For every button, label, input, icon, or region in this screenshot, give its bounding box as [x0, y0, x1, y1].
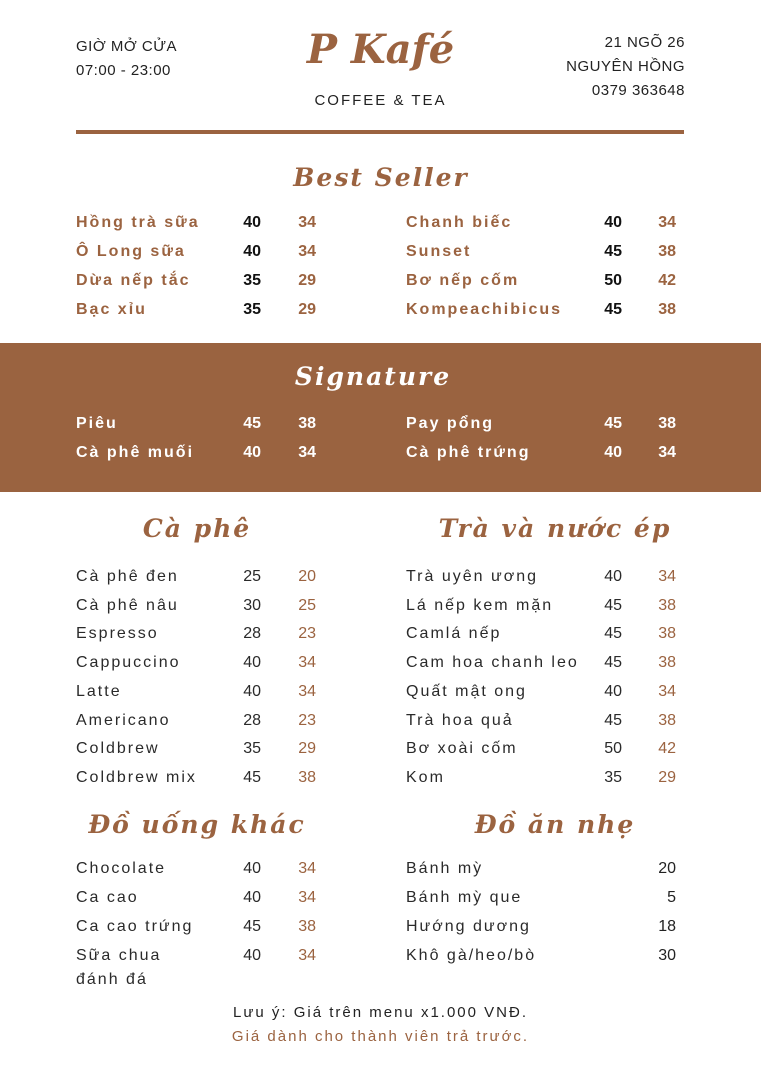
item-price: 40: [243, 444, 261, 461]
item-name: Cà phê muối: [76, 444, 195, 461]
item-price: 35: [243, 272, 261, 289]
item-price: 45: [604, 596, 622, 614]
signature-title: Signature: [294, 362, 452, 391]
item-name: Americano: [76, 711, 171, 729]
item-price: 45: [604, 625, 622, 643]
item-name: Hồng trà sữa: [76, 214, 200, 231]
item-price: 30: [243, 596, 261, 614]
phone: 0379 363648: [591, 82, 685, 99]
item-price: 45: [604, 301, 622, 318]
member-price: 29: [658, 768, 676, 786]
item-name: Cà phê đen: [76, 568, 179, 585]
member-price: 18: [658, 918, 676, 935]
item-name: Dừa nếp tắc: [76, 272, 191, 289]
member-price: 34: [298, 947, 316, 964]
item-name: Cappuccino: [76, 654, 181, 672]
item-price: 45: [243, 415, 261, 432]
header-divider: [76, 130, 684, 134]
member-price: 34: [298, 243, 316, 260]
item-name: Kompeachibicus: [406, 301, 563, 318]
item-name: Latte: [76, 682, 122, 700]
member-price: 38: [298, 768, 316, 786]
item-name: Kom: [406, 768, 445, 786]
footer-member-note: Giá dành cho thành viên trả trước.: [231, 1028, 530, 1045]
member-price: 20: [298, 568, 316, 585]
item-name: Khô gà/heo/bò: [406, 947, 537, 964]
item-name: Trà uyên ương: [406, 568, 538, 585]
item-price: 40: [604, 568, 622, 585]
member-price: 23: [298, 711, 316, 729]
item-name: Coldbrew: [76, 740, 160, 758]
member-price: 5: [667, 889, 676, 906]
item-name: Sữa chua: [76, 947, 162, 964]
hours-value: 07:00 - 23:00: [76, 62, 171, 79]
item-price: 40: [243, 654, 261, 672]
member-price: 34: [658, 444, 676, 461]
contact-info: [566, 31, 685, 103]
member-price: 38: [658, 415, 676, 432]
item-price: 40: [243, 947, 261, 964]
item-price: 45: [604, 243, 622, 260]
item-name: Cà phê nâu: [76, 596, 179, 614]
member-price: 42: [658, 272, 676, 289]
member-price: 38: [658, 243, 676, 260]
item-price: 25: [243, 568, 261, 585]
coffee-title: Cà phê: [142, 514, 252, 543]
member-price: 42: [658, 740, 676, 758]
item-price: 28: [243, 625, 261, 643]
item-price: 45: [243, 918, 261, 935]
member-price: 34: [658, 682, 676, 700]
member-price: 34: [658, 568, 676, 585]
item-name: Bánh mỳ que: [406, 889, 523, 906]
item-price: 40: [243, 860, 261, 877]
item-price: 40: [243, 243, 261, 260]
hours-label: GIỜ MỞ CỬA: [76, 38, 178, 55]
item-name: Quất mật ong: [406, 682, 527, 700]
item-name: đánh đá: [76, 971, 148, 988]
member-price: 34: [298, 654, 316, 672]
member-price: 38: [658, 301, 676, 318]
item-price: 45: [604, 711, 622, 729]
item-name: Pay pổng: [406, 415, 495, 432]
item-name: Trà hoa quả: [406, 711, 514, 729]
item-name: Ô Long sữa: [76, 243, 186, 260]
item-price: 35: [243, 740, 261, 758]
item-name: Chanh biếc: [406, 214, 513, 231]
item-name: Ca cao: [76, 889, 139, 906]
member-price: 29: [298, 272, 316, 289]
item-name: Ca cao trứng: [76, 918, 194, 935]
member-price: 34: [298, 860, 316, 877]
tagline: COFFEE & TEA: [314, 92, 447, 109]
item-price: 40: [243, 214, 261, 231]
member-price: 38: [658, 654, 676, 672]
item-name: Cà phê trứng: [406, 444, 531, 461]
member-price: 20: [658, 860, 676, 877]
item-name: Camlá nếp: [406, 625, 502, 643]
item-name: Piêu: [76, 415, 118, 432]
item-price: 40: [243, 682, 261, 700]
snacks-title: Đồ ăn nhẹ: [474, 810, 636, 839]
address-line-2: NGUYÊN HỒNG: [566, 58, 685, 75]
item-price: 50: [604, 740, 622, 758]
item-name: Bạc xỉu: [76, 301, 147, 318]
member-price: 38: [658, 711, 676, 729]
member-price: 38: [298, 415, 316, 432]
item-name: Coldbrew mix: [76, 768, 197, 786]
member-price: 38: [658, 596, 676, 614]
member-price: 38: [298, 918, 316, 935]
item-price: 35: [604, 768, 622, 786]
item-name: Chocolate: [76, 860, 167, 877]
best-seller-title: Best Seller: [293, 163, 469, 192]
item-name: Espresso: [76, 625, 159, 643]
item-price: 40: [604, 214, 622, 231]
item-price: 28: [243, 711, 261, 729]
member-price: 25: [298, 596, 316, 614]
item-name: Bánh mỳ: [406, 860, 484, 877]
member-price: 29: [298, 301, 316, 318]
item-price: 45: [243, 768, 261, 786]
member-price: 34: [298, 682, 316, 700]
member-price: 29: [298, 740, 316, 758]
logo: P Kafé: [306, 26, 455, 73]
tea-title: Trà và nước ép: [438, 514, 672, 543]
item-price: 45: [604, 415, 622, 432]
footer-note: Lưu ý: Giá trên menu x1.000 VNĐ.: [233, 1004, 528, 1021]
member-price: 34: [298, 889, 316, 906]
member-price: 38: [658, 625, 676, 643]
item-name: Lá nếp kem mặn: [406, 596, 554, 614]
item-name: Bơ xoài cốm: [406, 740, 518, 758]
item-price: 40: [604, 444, 622, 461]
item-price: 40: [604, 682, 622, 700]
item-name: Sunset: [406, 243, 472, 260]
member-price: 34: [298, 444, 316, 461]
item-name: Hướng dương: [406, 918, 531, 935]
item-price: 40: [243, 889, 261, 906]
address-line-1: 21 NGÕ 26: [604, 34, 685, 51]
member-price: 23: [298, 625, 316, 643]
item-name: Bơ nếp cốm: [406, 272, 520, 289]
member-price: 34: [658, 214, 676, 231]
other-drinks-title: Đồ uống khác: [88, 810, 306, 839]
member-price: 34: [298, 214, 316, 231]
member-price: 30: [658, 947, 676, 964]
item-price: 50: [604, 272, 622, 289]
item-price: 45: [604, 654, 622, 672]
item-price: 35: [243, 301, 261, 318]
item-name: Cam hoa chanh leo: [406, 654, 579, 672]
